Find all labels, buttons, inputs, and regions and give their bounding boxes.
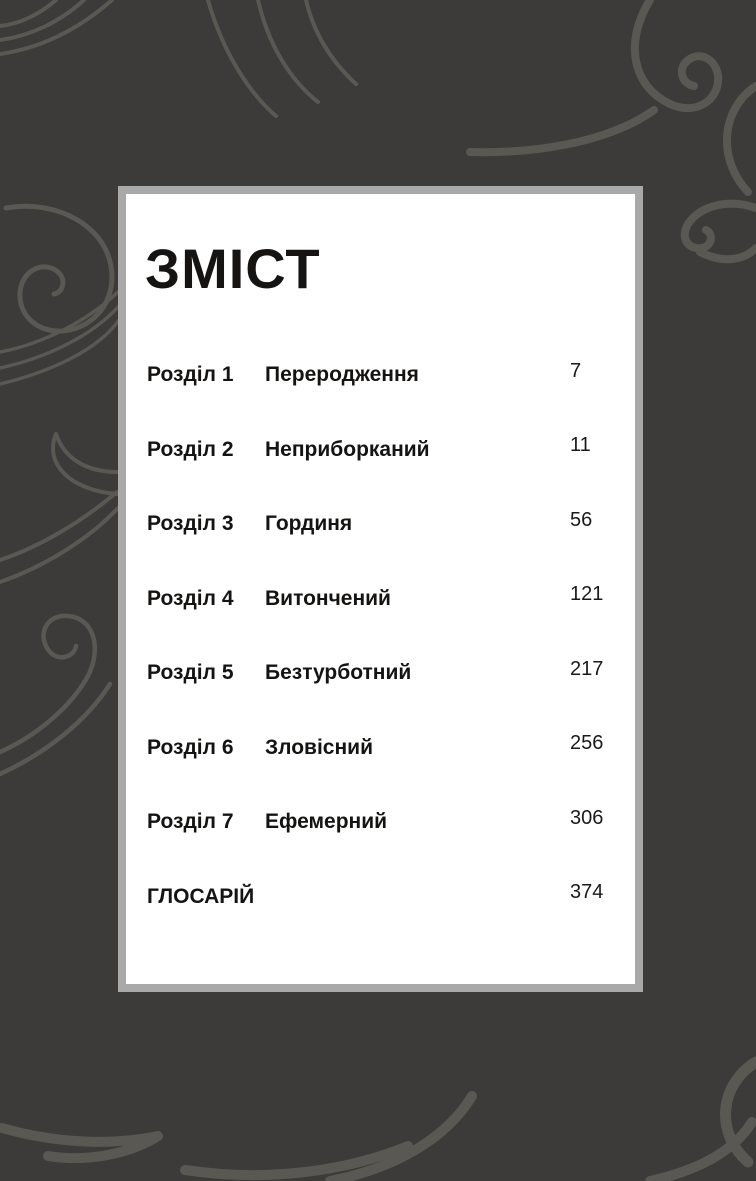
chapter-label: ГЛОСАРІЙ (147, 884, 255, 908)
swirl-icon (208, 0, 356, 116)
wave-icon (2, 1062, 756, 1181)
cloud-icon (624, 521, 756, 569)
cloud-icon (56, 78, 263, 138)
chapter-title: Ефемерний (265, 810, 388, 834)
toc-row (126, 562, 635, 637)
chapter-label: Розділ 2 (147, 437, 234, 461)
toc-list (126, 338, 635, 934)
chapter-title: Переродження (265, 363, 419, 387)
swirl-icon (0, 206, 119, 384)
chapter-label: Розділ 6 (147, 735, 234, 759)
chapter-page-number: 56 (570, 508, 593, 531)
cloud-icon (392, 1046, 756, 1165)
chapter-label: Розділ 5 (147, 661, 234, 685)
chapter-label: Розділ 7 (147, 810, 234, 834)
chapter-label: Розділ 4 (147, 586, 234, 610)
chapter-label: Розділ 3 (147, 512, 234, 536)
toc-card-content (126, 194, 635, 984)
toc-row (126, 711, 635, 786)
chapter-page-number: 7 (570, 359, 582, 382)
cloud-icon (366, 77, 482, 110)
cloud-icon (0, 984, 347, 1107)
chapter-title: Безтурботний (265, 661, 412, 685)
swirl-icon (0, 434, 118, 582)
toc-card (118, 186, 643, 992)
chapter-page-number: 256 (570, 732, 604, 755)
chapter-title: Зловісний (265, 735, 373, 759)
chapter-title: Витончений (265, 586, 391, 610)
toc-row (126, 636, 635, 711)
chapter-page-number: 217 (570, 657, 604, 680)
toc-row (126, 338, 635, 413)
chapter-label: Розділ 1 (147, 363, 234, 387)
chapter-title: Гординя (265, 512, 353, 536)
toc-row-glossary (126, 860, 635, 935)
toc-row (126, 413, 635, 488)
chapter-page-number: 11 (570, 434, 591, 457)
toc-row (126, 785, 635, 860)
chapter-page-number: 306 (570, 806, 604, 829)
toc-row (126, 487, 635, 562)
page-title: ЗМІСТ (145, 237, 321, 300)
chapter-page-number: 374 (570, 881, 604, 904)
swirl-icon (0, 616, 110, 774)
chapter-page-number: 121 (570, 583, 604, 606)
wave-icon (0, 0, 112, 54)
chapter-title: Неприборканий (265, 437, 430, 461)
